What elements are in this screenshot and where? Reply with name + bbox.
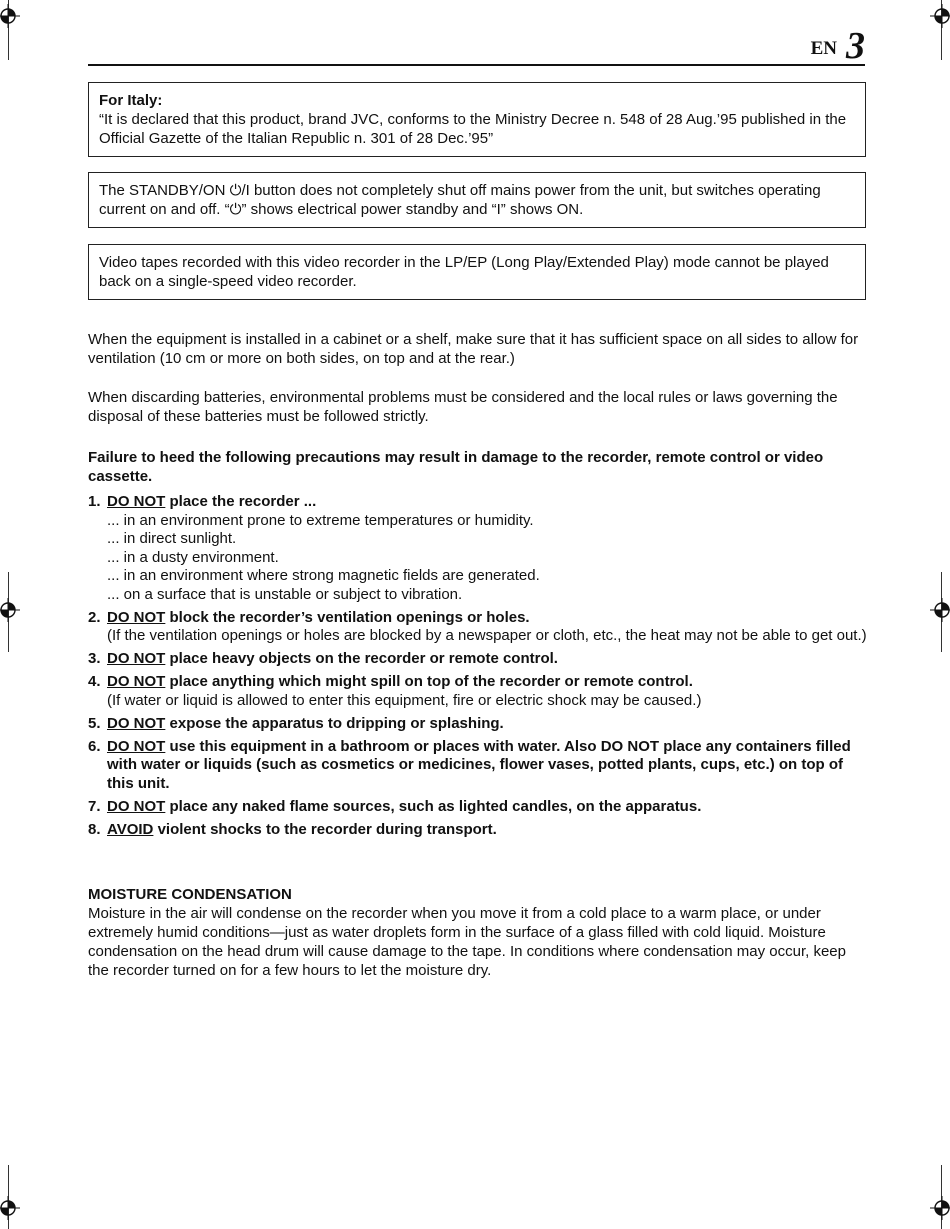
item-number: 3. [88,650,101,667]
registration-mark-icon [930,4,950,28]
notice-text: Video tapes recorded with this video recorder in the LP/EP (Long Play/Extended Play) mode cannot be played back on a single-speed video recorder. [99,254,829,290]
item-number: 6. [88,737,101,755]
item-keyword: DO NOT [107,737,166,755]
item-text: place anything which might spill on top of the recorder or remote control. [165,673,693,690]
registration-mark-icon [0,598,20,622]
item-text: place heavy objects on the recorder or remote control. [165,650,558,667]
item-text: expose the apparatus to dripping or splashing. [165,714,504,732]
item-number: 2. [88,608,101,626]
item-text: use this equipment in a bathroom or places with water. Also DO NOT place any containers filled with water or liquids (such as cosmetics or medicines, flower vases, potted plants, cups, etc.) on top of this unit. [107,737,851,792]
page-number: 3 [846,25,865,67]
item-detail: (If water or liquid is allowed to enter this equipment, fire or electric shock may be caused.) [107,691,702,709]
item-keyword: DO NOT [107,650,166,667]
item-text: block the recorder’s ventilation openings or holes. [165,608,530,626]
item-number: 5. [88,714,101,732]
precautions-list [88,493,868,844]
language-code: EN [810,38,837,59]
list-item [88,609,868,646]
list-item [88,715,868,734]
item-text: violent shocks to the recorder during transport. [153,820,497,838]
list-item [88,493,868,604]
item-detail: ... on a surface that is unstable or subject to vibration. [107,585,463,603]
item-detail: (If the ventilation openings or holes are blocked by a newspaper or cloth, etc., the heat may not be able to get out.) [107,627,867,644]
item-keyword: DO NOT [107,673,166,690]
item-number: 1. [88,493,101,510]
list-item [88,821,868,840]
ventilation-paragraph: When the equipment is installed in a cabinet or a shelf, make sure that it has sufficient space on all sides to allow for ventilation (10 cm or more on both sides, on top and at the rear.) [88,331,859,367]
moisture-section [88,885,868,980]
lp-ep-notice-box [88,244,866,300]
precautions-intro: Failure to heed the following precautions may result in damage to the recorder, remote control or video cassette. [88,449,824,485]
item-keyword: AVOID [107,820,154,838]
list-item [88,650,868,669]
page-header [88,26,865,66]
item-detail: ... in direct sunlight. [107,530,237,547]
section-heading: MOISTURE CONDENSATION [88,886,292,903]
list-item [88,673,868,710]
list-item [88,798,868,817]
italy-notice-box [88,82,866,157]
registration-mark-icon [930,1196,950,1220]
item-number: 7. [88,797,101,815]
registration-mark-icon [0,1196,20,1220]
registration-mark-icon [930,598,950,622]
list-item [88,738,868,794]
item-number: 4. [88,673,101,690]
item-detail: ... in a dusty environment. [107,548,279,566]
item-keyword: DO NOT [107,493,166,510]
item-number: 8. [88,820,101,838]
item-text: place the recorder ... [165,493,317,510]
registration-mark-icon [0,4,20,28]
item-keyword: DO NOT [107,714,166,732]
item-keyword: DO NOT [107,608,166,626]
notice-text: The STANDBY/ON ⏻/I button does not completely shut off mains power from the unit, but switches operating current on and off. “⏻” shows electrical power standby and “I” shows ON. [99,182,821,218]
notice-text: “It is declared that this product, brand JVC, conforms to the Ministry Decree n. 548 of 28 Aug.’95 published in the Official Gazette of the Italian Republic n. 301 of 28 Dec.’95” [99,111,847,147]
item-keyword: DO NOT [107,797,166,815]
item-detail: ... in an environment where strong magnetic fields are generated. [107,567,540,584]
notice-title: For Italy: [99,92,163,109]
standby-notice-box [88,172,866,228]
batteries-paragraph: When discarding batteries, environmental problems must be considered and the local rules or laws governing the disposal of these batteries must be followed strictly. [88,389,838,425]
item-text: place any naked flame sources, such as lighted candles, on the apparatus. [165,797,702,815]
section-text: Moisture in the air will condense on the recorder when you move it from a cold place to a warm place, or under extremely humid conditions—just as water droplets form in the surface of a glass filled with cold liquid. Moisture condensation on the head drum will cause damage to the tape. In conditions where condensation may occur, keep the recorder turned on for a few hours to let the moisture dry. [88,905,846,979]
item-detail: ... in an environment prone to extreme temperatures or humidity. [107,511,534,529]
